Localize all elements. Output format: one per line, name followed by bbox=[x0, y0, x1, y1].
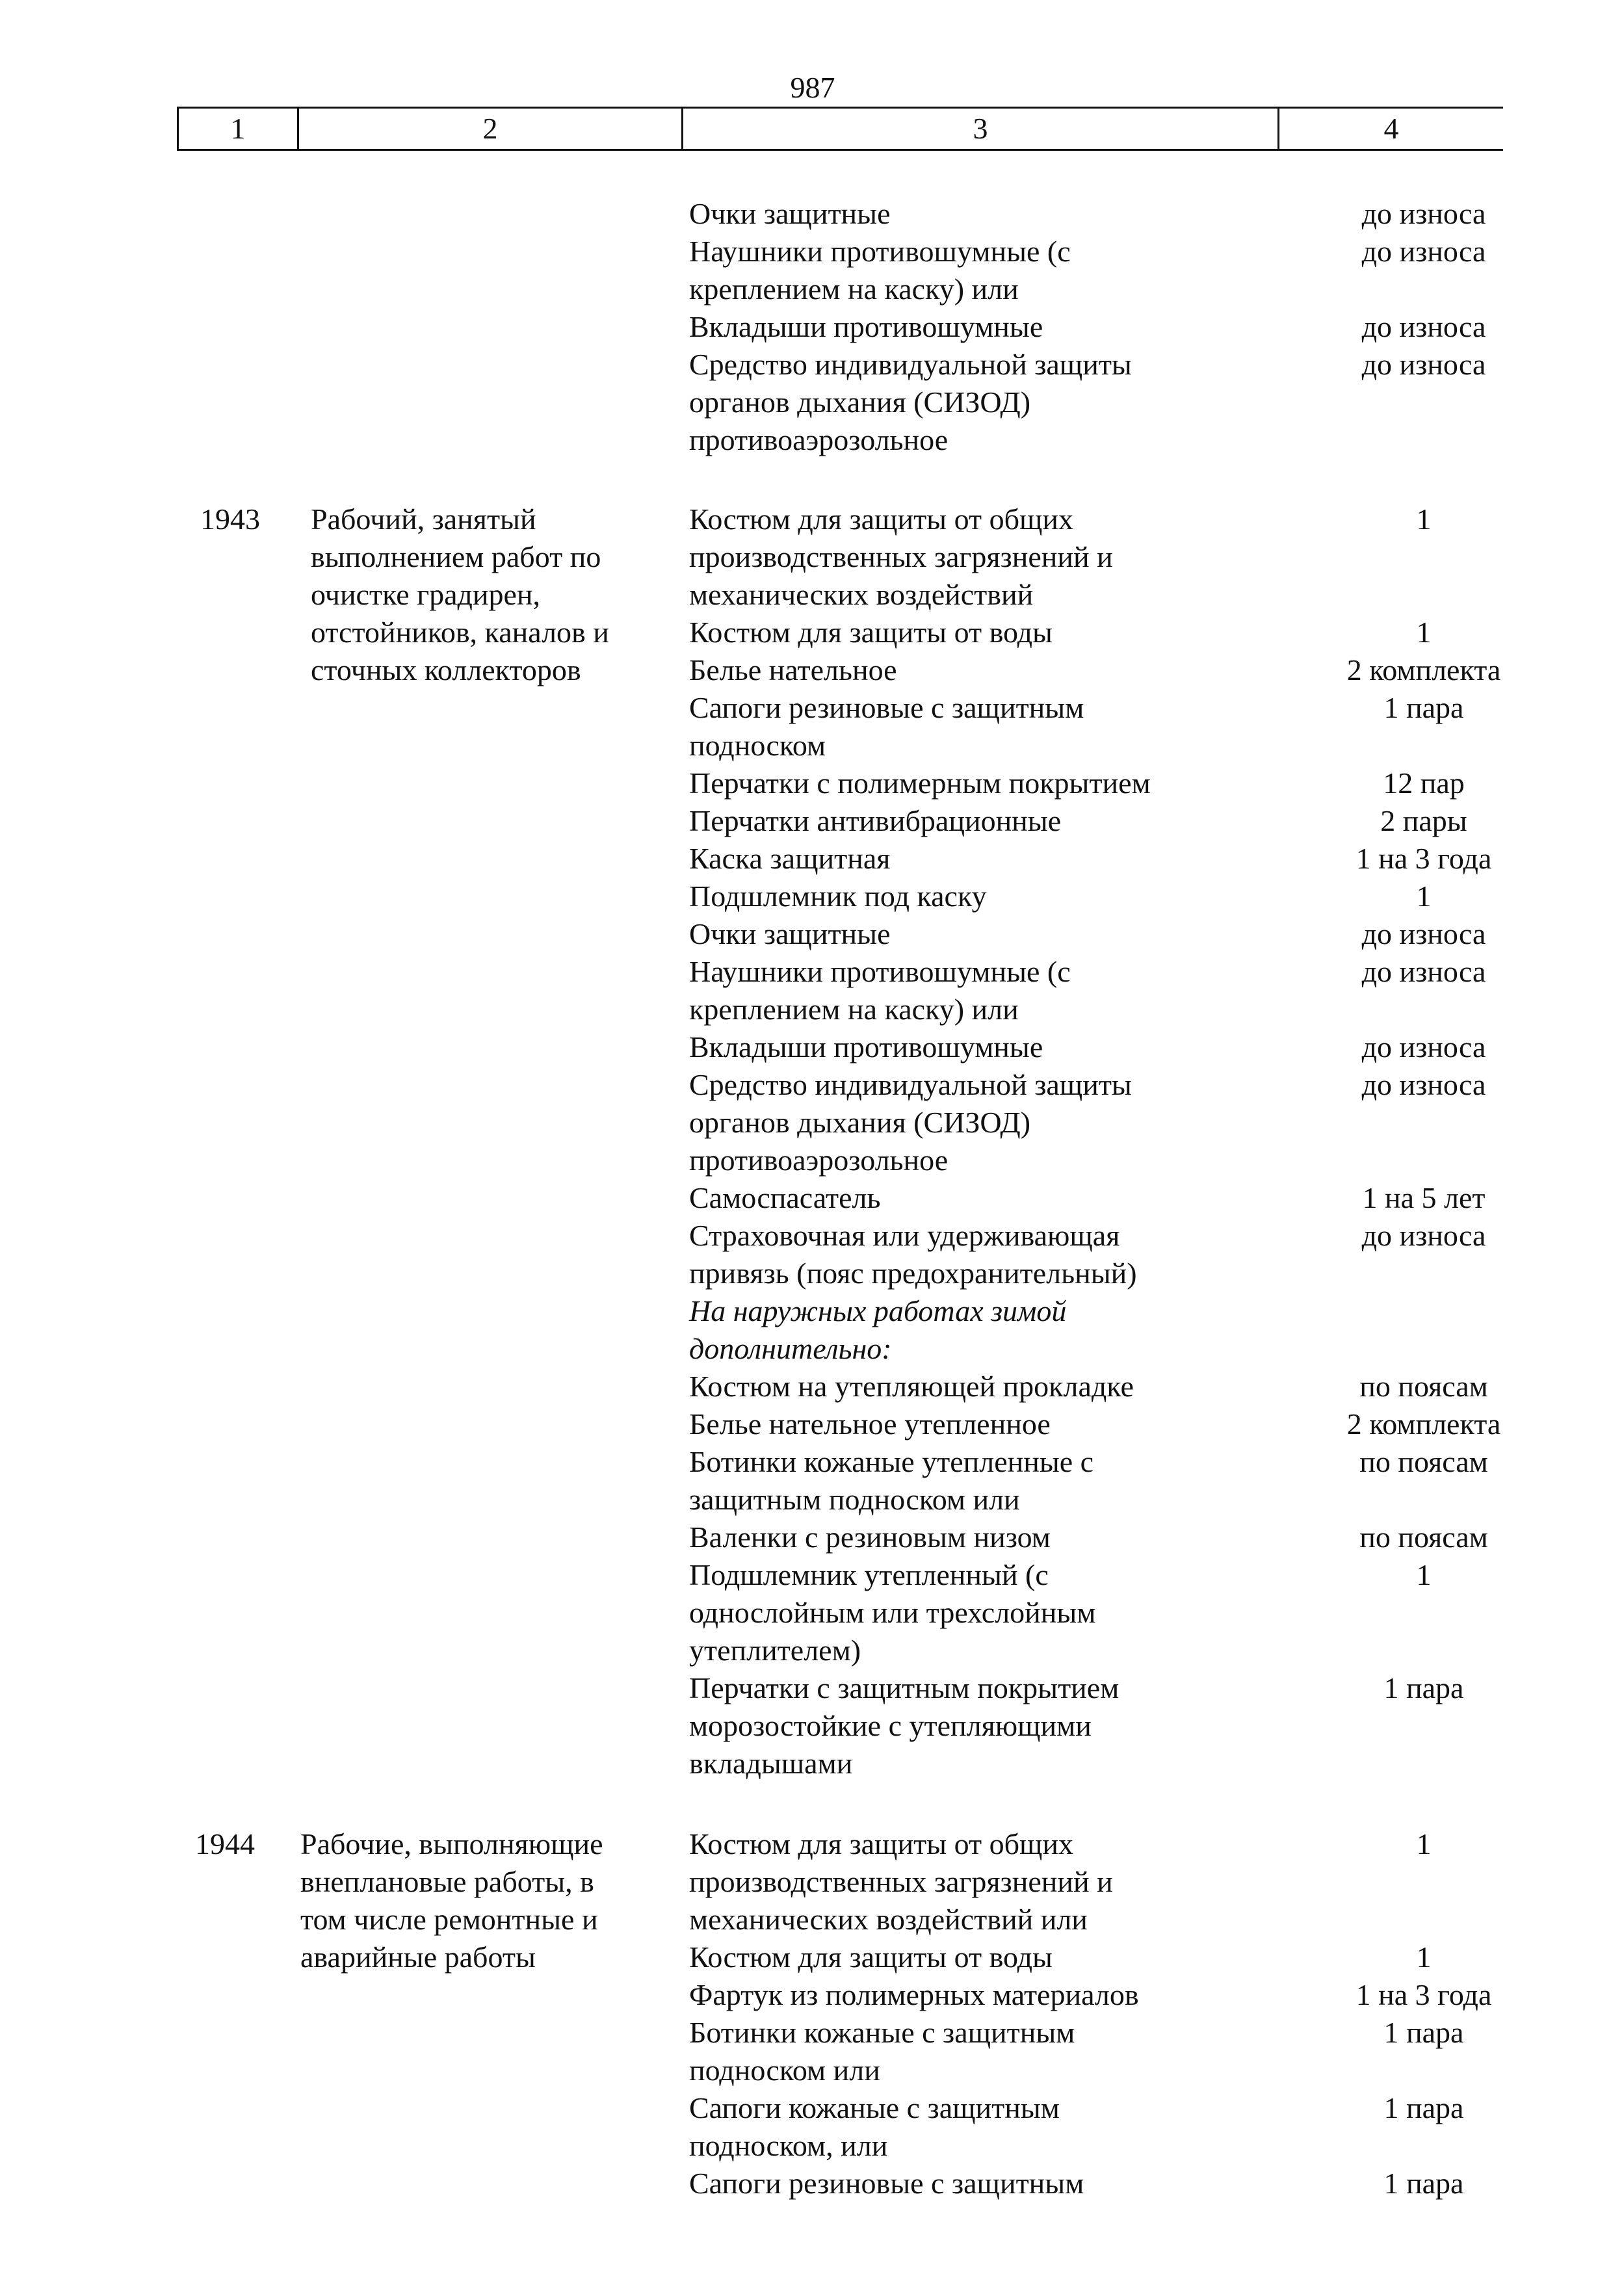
item-quantity: до износа bbox=[1361, 310, 1486, 343]
item-quantity: 1 на 3 года bbox=[1356, 842, 1492, 875]
column-header-3: 3 bbox=[683, 108, 1279, 150]
item-name: Костюм для защиты от общих производственных загрязнений и механических воздействий bbox=[689, 502, 1113, 611]
item-quantity: до износа bbox=[1361, 197, 1486, 230]
item-name: Наушники противошумные (с креплением на каску) или bbox=[689, 235, 1071, 306]
item-name: Подшлемник утепленный (с однослойным или трехслойным утеплителем) bbox=[689, 1558, 1096, 1667]
item-quantity: 1 пара bbox=[1383, 2091, 1464, 2124]
item-quantity: по поясам bbox=[1359, 1520, 1488, 1554]
item-quantity: 1 на 3 года bbox=[1356, 1978, 1492, 2011]
item-name: Перчатки с полимерным покрытием bbox=[689, 766, 1151, 800]
row-description: Рабочие, выполняющие внеплановые работы, в том числе ремонтные и аварийные работы bbox=[300, 1827, 603, 1974]
column-header-row bbox=[178, 108, 1504, 150]
item-quantity: 1 пара bbox=[1383, 691, 1464, 724]
row-number: 1944 bbox=[195, 1827, 255, 1860]
item-quantity: по поясам bbox=[1359, 1370, 1488, 1403]
item-name: Сапоги резиновые с защитным bbox=[689, 2167, 1084, 2200]
item-quantity: 1 bbox=[1416, 1940, 1432, 1974]
item-quantity: 12 пар bbox=[1383, 766, 1465, 800]
column-header-4: 4 bbox=[1279, 108, 1504, 150]
item-name: Средство индивидуальной защиты органов дыхания (СИЗОД) противоаэрозольное bbox=[689, 1068, 1132, 1177]
item-name: Костюм для защиты от воды bbox=[689, 616, 1053, 649]
item-quantity: 2 комплекта bbox=[1346, 653, 1501, 686]
item-name: Каска защитная bbox=[689, 842, 891, 875]
item-quantity: 1 пара bbox=[1383, 2016, 1464, 2049]
item-name: Белье нательное bbox=[689, 653, 897, 686]
column-header-1: 1 bbox=[178, 108, 298, 150]
item-quantity: 1 bbox=[1416, 616, 1432, 649]
column-header-table bbox=[177, 107, 1503, 151]
item-name: Самоспасатель bbox=[689, 1181, 881, 1214]
item-name: Вкладыши противошумные bbox=[689, 1030, 1043, 1063]
item-quantity: до износа bbox=[1361, 1068, 1486, 1101]
winter-note: На наружных работах зимой дополнительно: bbox=[689, 1294, 1067, 1365]
item-name: Фартук из полимерных материалов bbox=[689, 1978, 1139, 2011]
item-quantity: 1 bbox=[1416, 502, 1432, 536]
item-quantity: 2 комплекта bbox=[1346, 1407, 1501, 1441]
item-quantity: 1 пара bbox=[1383, 1671, 1464, 1704]
item-quantity: до износа bbox=[1361, 917, 1486, 950]
item-quantity: до износа bbox=[1361, 235, 1486, 268]
item-quantity: до износа bbox=[1361, 348, 1486, 381]
item-name: Средство индивидуальной защиты органов дыхания (СИЗОД) противоаэрозольное bbox=[689, 348, 1132, 456]
row-description: Рабочий, занятый выполнением работ по очистке градирен, отстойников, каналов и сточных коллекторов bbox=[311, 502, 609, 686]
item-name: Страховочная или удерживающая привязь (пояс предохранительный) bbox=[689, 1219, 1137, 1290]
item-quantity: 1 пара bbox=[1383, 2167, 1464, 2200]
item-name: Костюм на утепляющей прокладке bbox=[689, 1370, 1134, 1403]
item-quantity: 1 bbox=[1416, 880, 1432, 913]
item-name: Очки защитные bbox=[689, 197, 891, 230]
item-name: Белье нательное утепленное bbox=[689, 1407, 1051, 1441]
item-name: Костюм для защиты от общих производственных загрязнений и механических воздействий или bbox=[689, 1827, 1113, 1936]
item-name: Подшлемник под каску bbox=[689, 880, 987, 913]
row-number: 1943 bbox=[200, 502, 260, 536]
item-name: Перчатки антивибрационные bbox=[689, 804, 1062, 837]
item-name: Костюм для защиты от воды bbox=[689, 1940, 1053, 1974]
column-header-2: 2 bbox=[298, 108, 683, 150]
page-number: 987 bbox=[790, 71, 835, 104]
item-quantity: до износа bbox=[1361, 1219, 1486, 1252]
item-name: Валенки с резиновым низом bbox=[689, 1520, 1051, 1554]
item-name: Перчатки с защитным покрытием морозостойкие с утепляющими вкладышами bbox=[689, 1671, 1120, 1780]
item-quantity: по поясам bbox=[1359, 1445, 1488, 1478]
item-name: Ботинки кожаные с защитным подноском или bbox=[689, 2016, 1075, 2087]
item-name: Сапоги резиновые с защитным подноском bbox=[689, 691, 1084, 762]
item-name: Очки защитные bbox=[689, 917, 891, 950]
item-name: Вкладыши противошумные bbox=[689, 310, 1043, 343]
item-quantity: 1 на 5 лет bbox=[1362, 1181, 1486, 1214]
item-quantity: 1 bbox=[1416, 1827, 1432, 1860]
item-name: Наушники противошумные (с креплением на каску) или bbox=[689, 955, 1071, 1026]
item-name: Сапоги кожаные с защитным подноском, или bbox=[689, 2091, 1060, 2162]
item-quantity: 1 bbox=[1416, 1558, 1432, 1591]
item-quantity: до износа bbox=[1361, 955, 1486, 988]
item-name: Ботинки кожаные утепленные с защитным подноском или bbox=[689, 1445, 1094, 1516]
item-quantity: 2 пары bbox=[1380, 804, 1467, 837]
item-quantity: до износа bbox=[1361, 1030, 1486, 1063]
